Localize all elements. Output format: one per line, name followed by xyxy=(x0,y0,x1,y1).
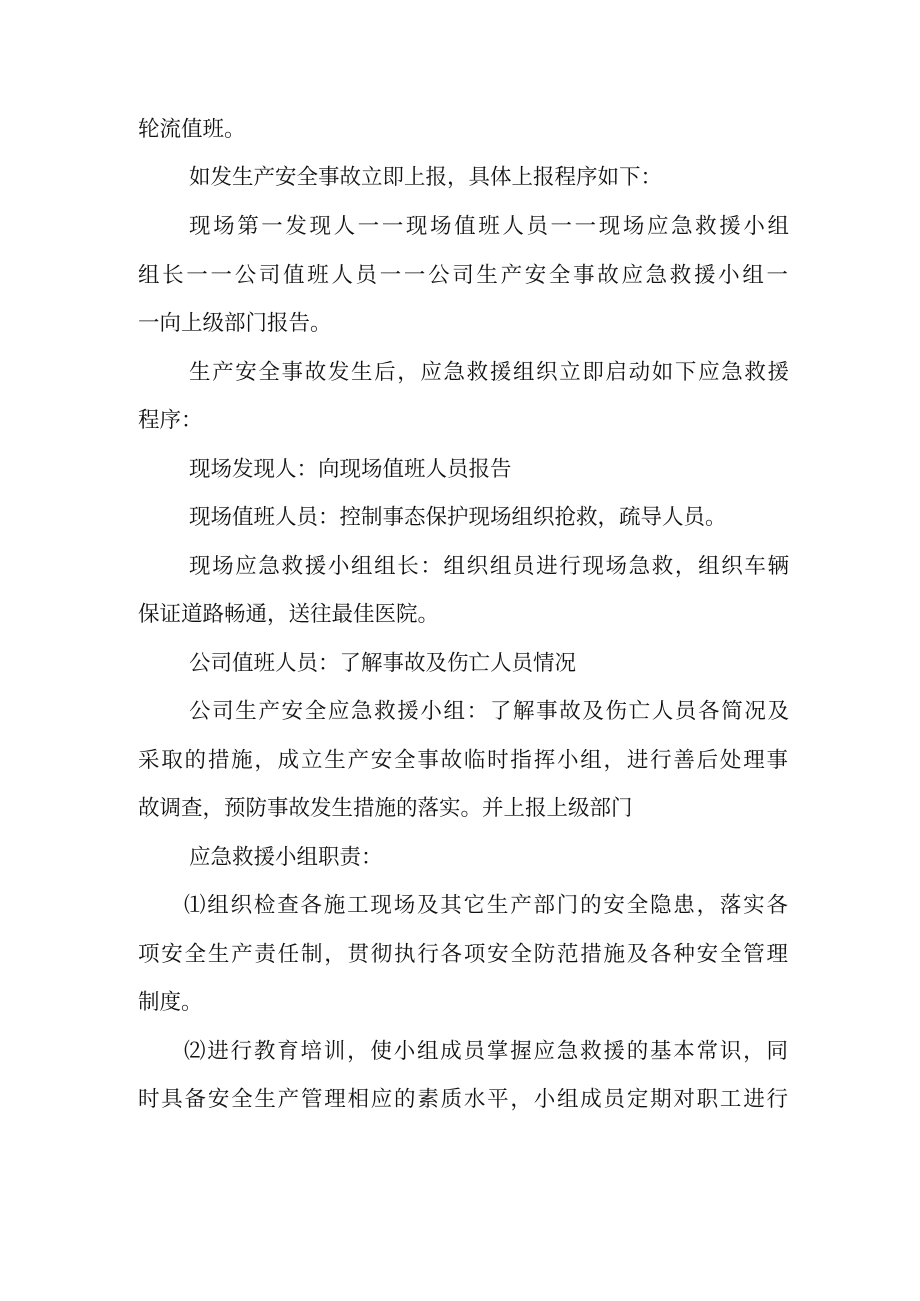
text-line: 现场应急救援小组组长：组织组员进行现场急救，组织车辆 xyxy=(189,554,789,579)
text-line: 程序： xyxy=(138,408,203,433)
text-line: 现场第一发现人一一现场值班人员一一现场应急救援小组 xyxy=(189,214,789,239)
text-line: 公司值班人员：了解事故及伤亡人员情况 xyxy=(189,651,577,676)
text-line: 故调查，预防事故发生措施的落实。并上报上级部门 xyxy=(138,796,633,821)
text-line: ⑵进行教育培训，使小组成员掌握应急救援的基本常识，同 xyxy=(184,1039,788,1064)
text-line: 应急救援小组职责： xyxy=(189,845,383,870)
text-line: ⑴组织检查各施工现场及其它生产部门的安全隐患，落实各 xyxy=(184,893,788,918)
text-line: 轮流值班。 xyxy=(138,117,246,142)
text-line: 时具备安全生产管理相应的素质水平，小组成员定期对职工进行 xyxy=(138,1087,788,1112)
text-line: 现场值班人员：控制事态保护现场组织抢救，疏导人员。 xyxy=(189,505,727,530)
text-line: 生产安全事故发生后，应急救援组织立即启动如下应急救援 xyxy=(189,360,789,385)
text-line: 采取的措施，成立生产安全事故临时指挥小组，进行善后处理事 xyxy=(138,748,788,773)
text-line: 项安全生产责任制，贯彻执行各项安全防范措施及各种安全管理 xyxy=(138,942,788,967)
text-line: 如发生产安全事故立即上报，具体上报程序如下： xyxy=(189,165,663,190)
text-line: 一向上级部门报告。 xyxy=(138,311,332,336)
text-line: 制度。 xyxy=(138,990,203,1015)
text-line: 组长一一公司值班人员一一公司生产安全事故应急救援小组一 xyxy=(138,263,788,288)
text-line: 保证道路畅通，送往最佳医院。 xyxy=(138,602,440,627)
text-line: 现场发现人：向现场值班人员报告 xyxy=(189,457,512,482)
text-line: 公司生产安全应急救援小组：了解事故及伤亡人员各简况及 xyxy=(189,699,789,724)
